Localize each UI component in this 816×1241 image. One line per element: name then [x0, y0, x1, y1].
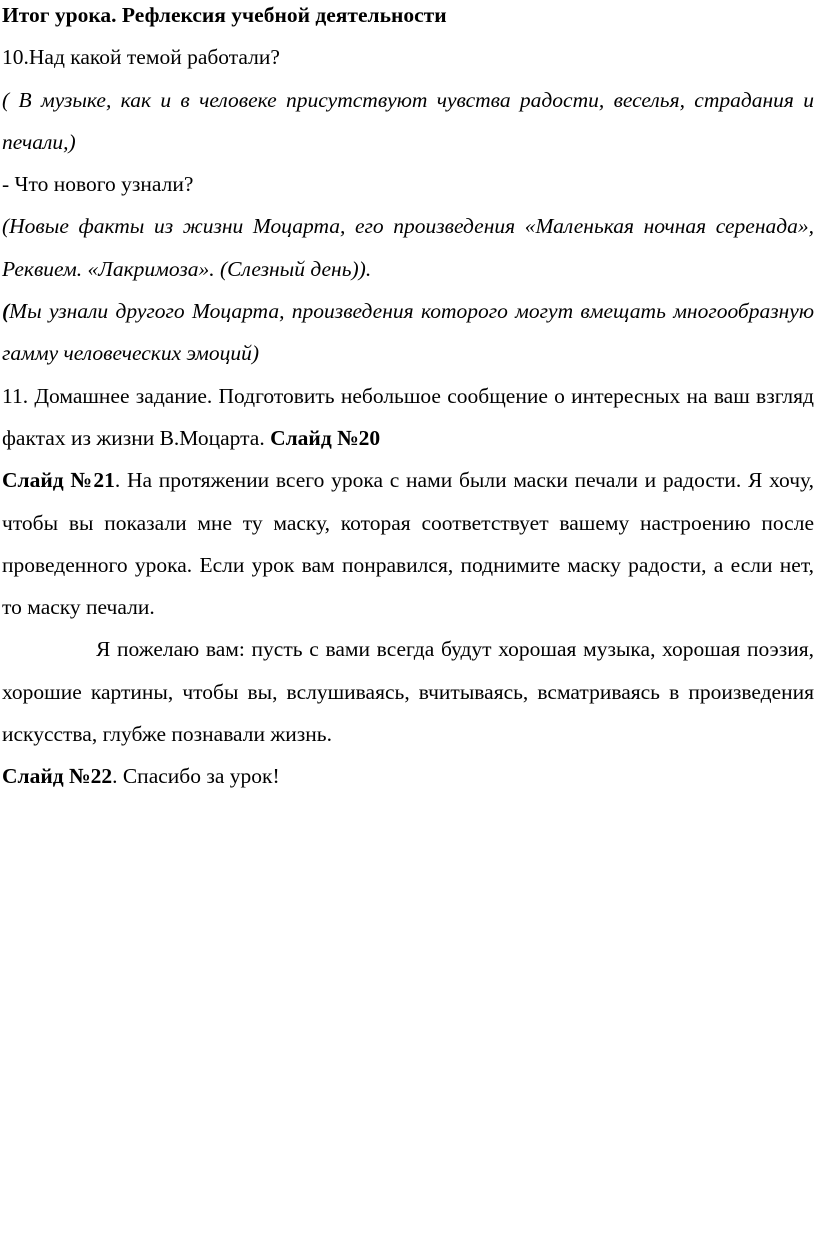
homework-paragraph [2, 375, 814, 460]
slide-22-text: . Спасибо за урок! [112, 764, 280, 789]
slide-20-label: Слайд №20 [270, 425, 381, 450]
question-10: 10.Над какой темой работали? [2, 45, 280, 70]
slide-21-paragraph [2, 459, 814, 628]
lesson-summary-heading: Итог урока. Рефлексия учебной деятельности [2, 3, 447, 27]
mozart-answer [2, 290, 814, 375]
mozart-answer-paren: ( [2, 299, 10, 324]
slide-21-text: . На протяжении всего урока с нами были маски печали и радости. Я хочу, чтобы вы показали мне ту маску, которая соответствует вашему настроению после проведенного урока. Если урок вам понравился, поднимите маску радости, а если нет, то маску печали. [2, 468, 814, 620]
new-facts-answer: (Новые факты из жизни Моцарта, его произведения «Маленькая ночная серенада», Реквием. «Лакримоза». (Слезный день)). [2, 214, 814, 281]
slide-22-label: Слайд №22 [2, 764, 113, 789]
slide-21-label: Слайд №21 [2, 468, 115, 493]
homework-text: 11. Домашнее задание. Подготовить небольшое сообщение о интересных на ваш взгляд фактах из жизни В.Моцарта. [2, 383, 814, 450]
question-new-facts: - Что нового узнали? [2, 172, 194, 197]
mozart-answer-text: Мы узнали другого Моцарта, произведения которого могут вмещать многообразную гамму человеческих эмоций) [2, 299, 814, 366]
question-10-answer: ( В музыке, как и в человеке присутствуют чувства радости, веселья, страдания и печали,) [2, 87, 814, 154]
wish-paragraph: Я пожелаю вам: пусть с вами всегда будут хорошая музыка, хорошая поэзия, хорошие картины, чтобы вы, вслушиваясь, вчитываясь, всматриваясь в произведения искусства, глубже познавали жизнь. [2, 637, 814, 747]
slide-22-paragraph [2, 755, 814, 797]
